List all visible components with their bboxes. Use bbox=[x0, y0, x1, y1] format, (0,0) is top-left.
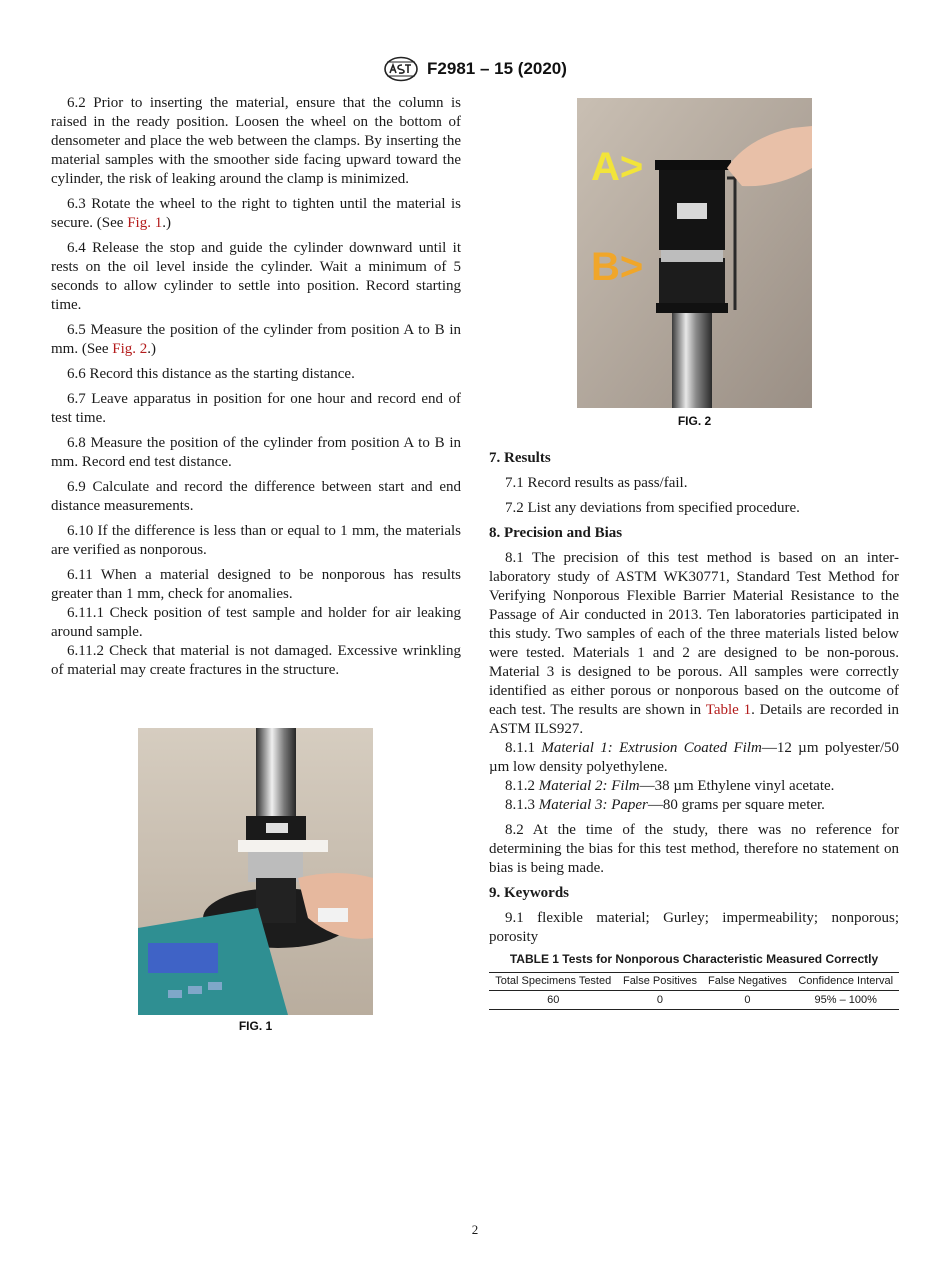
paragraph-8-2: 8.2 At the time of the study, there was no reference for determining the bias for this test method, therefore no statement on bias is being made. bbox=[489, 822, 899, 876]
table-1-title: TABLE 1 Tests for Nonporous Characteristic Measured Correctly bbox=[509, 952, 879, 966]
table-header-row bbox=[489, 973, 899, 991]
paragraph-9-1: 9.1 flexible material; Gurley; impermeability; nonporous; porosity bbox=[489, 910, 899, 945]
paragraph-8-1-2-detail: —38 µm Ethylene vinyl acetate. bbox=[639, 778, 835, 794]
left-column bbox=[51, 94, 461, 680]
paragraph-8-1-3-number: 8.1.3 bbox=[505, 797, 539, 813]
paragraph-6-11: 6.11 When a material designed to be nonporous has results greater than 1 mm, check for anomalies. bbox=[51, 567, 461, 602]
table-cell: 0 bbox=[617, 991, 702, 1010]
figure-2-caption: FIG. 2 bbox=[677, 414, 712, 428]
fig-2-label-a: A> bbox=[591, 145, 644, 189]
paragraph-8-1-1-material: Material 1: Extrusion Coated Film bbox=[541, 740, 762, 756]
paragraph-8-1-3-detail: —80 grams per square meter. bbox=[647, 797, 825, 813]
paragraph-6-6: 6.6 Record this distance as the starting distance. bbox=[67, 366, 355, 382]
document-designation: F2981 – 15 (2020) bbox=[427, 59, 567, 78]
paragraph-6-5-end: .) bbox=[147, 341, 157, 357]
table-header-cell: Confidence Interval bbox=[792, 973, 899, 991]
paragraph-8-1-text: 8.1 The precision of this test method is based on an inter-laboratory study of ASTM WK30771, Standard Test Method for Verifying Nonporous Flexible Barrier Material Resistance to the Passage of Air conducted in 2013. Ten laboratories participated in this study. Two samples of each of the three materials listed below were tested. Materials 1 and 2 are designed to be non-porous. Material 3 is designed to be porous. All samples were correctly identified as either porous or nonporous based on the outcome of each test. The results are shown in bbox=[489, 550, 899, 718]
table-1 bbox=[489, 952, 899, 1010]
section-7-heading: 7. Results bbox=[489, 450, 551, 466]
paragraph-8-1-2-number: 8.1.2 bbox=[505, 778, 539, 794]
page-header bbox=[0, 56, 950, 82]
paragraph-6-3 bbox=[51, 195, 461, 233]
paragraph-8-1-3-material: Material 3: Paper bbox=[538, 797, 648, 813]
paragraph-6-8: 6.8 Measure the position of the cylinder from position A to B in mm. Record end test distance. bbox=[51, 435, 461, 470]
paragraph-7-2: 7.2 List any deviations from specified procedure. bbox=[505, 500, 800, 516]
paragraph-6-4: 6.4 Release the stop and guide the cylinder downward until it rests on the oil level inside the cylinder. Wait a minimum of 5 seconds to allow cylinder to settle into position. Record starting time. bbox=[51, 240, 461, 313]
table-cell: 95% – 100% bbox=[792, 991, 899, 1010]
paragraph-8-1 bbox=[489, 549, 899, 739]
table-1-link[interactable]: Table 1 bbox=[705, 702, 752, 718]
paragraph-6-3-end: .) bbox=[162, 215, 171, 231]
paragraph-8-1-1-detail: —12 µm polyester/50 µm low density polyethylene. bbox=[489, 740, 900, 775]
paragraph-6-9: 6.9 Calculate and record the difference between start and end distance measurements. bbox=[51, 479, 461, 514]
fig-2-link[interactable]: Fig. 2 bbox=[112, 341, 148, 357]
right-column bbox=[489, 443, 899, 953]
paragraph-8-1-2-material: Material 2: Film bbox=[538, 778, 640, 794]
paragraph-6-2: 6.2 Prior to inserting the material, ensure that the column is raised in the ready position. Loosen the wheel on the bottom of densometer and place the web between the clamps. By inserting the material samples with the smoother side facing upward toward the cylinder, the risk of leaking around the clamp is minimized. bbox=[51, 95, 461, 187]
paragraph-6-5-text: 6.5 Measure the position of the cylinder from position A to B in mm. (See bbox=[51, 322, 461, 357]
paragraph-7-1: 7.1 Record results as pass/fail. bbox=[505, 475, 688, 491]
table-cell: 60 bbox=[489, 991, 617, 1010]
fig-1-link[interactable]: Fig. 1 bbox=[127, 215, 163, 231]
astm-logo-icon bbox=[383, 56, 419, 82]
table-row bbox=[489, 991, 899, 1010]
paragraph-8-1-end: . Details are recorded in ASTM ILS927. bbox=[489, 702, 899, 737]
section-9-heading: 9. Keywords bbox=[489, 885, 569, 901]
table-cell: 0 bbox=[702, 991, 792, 1010]
paragraph-6-10: 6.10 If the difference is less than or equal to 1 mm, the materials are verified as nonporous. bbox=[51, 523, 461, 558]
figure-1-image bbox=[138, 728, 373, 1015]
section-8-heading: 8. Precision and Bias bbox=[489, 525, 623, 541]
page-number: 2 bbox=[471, 1222, 479, 1237]
fig-2-label-b: B> bbox=[591, 245, 644, 289]
paragraph-8-1-1-number: 8.1.1 bbox=[505, 740, 542, 756]
paragraph-6-5 bbox=[51, 321, 461, 359]
paragraph-6-7: 6.7 Leave apparatus in position for one hour and record end of test time. bbox=[51, 391, 461, 426]
table-1-grid bbox=[489, 972, 899, 1010]
paragraph-8-1-3 bbox=[489, 796, 899, 815]
paragraph-6-11-1: 6.11.1 Check position of test sample and holder for air leaking around sample. bbox=[51, 605, 461, 640]
figure-1-caption: FIG. 1 bbox=[238, 1019, 273, 1033]
paragraph-8-1-2 bbox=[489, 777, 899, 796]
paragraph-6-11-2: 6.11.2 Check that material is not damaged. Excessive wrinkling of material may create fractures in the structure. bbox=[51, 643, 461, 678]
paragraph-8-1-1 bbox=[489, 739, 899, 777]
figure-2-image bbox=[577, 98, 812, 408]
table-header-cell: Total Specimens Tested bbox=[489, 973, 617, 991]
table-header-cell: False Negatives bbox=[702, 973, 792, 991]
table-header-cell: False Positives bbox=[617, 973, 702, 991]
paragraph-6-3-text: 6.3 Rotate the wheel to the right to tighten until the material is secure. (See bbox=[51, 196, 461, 231]
